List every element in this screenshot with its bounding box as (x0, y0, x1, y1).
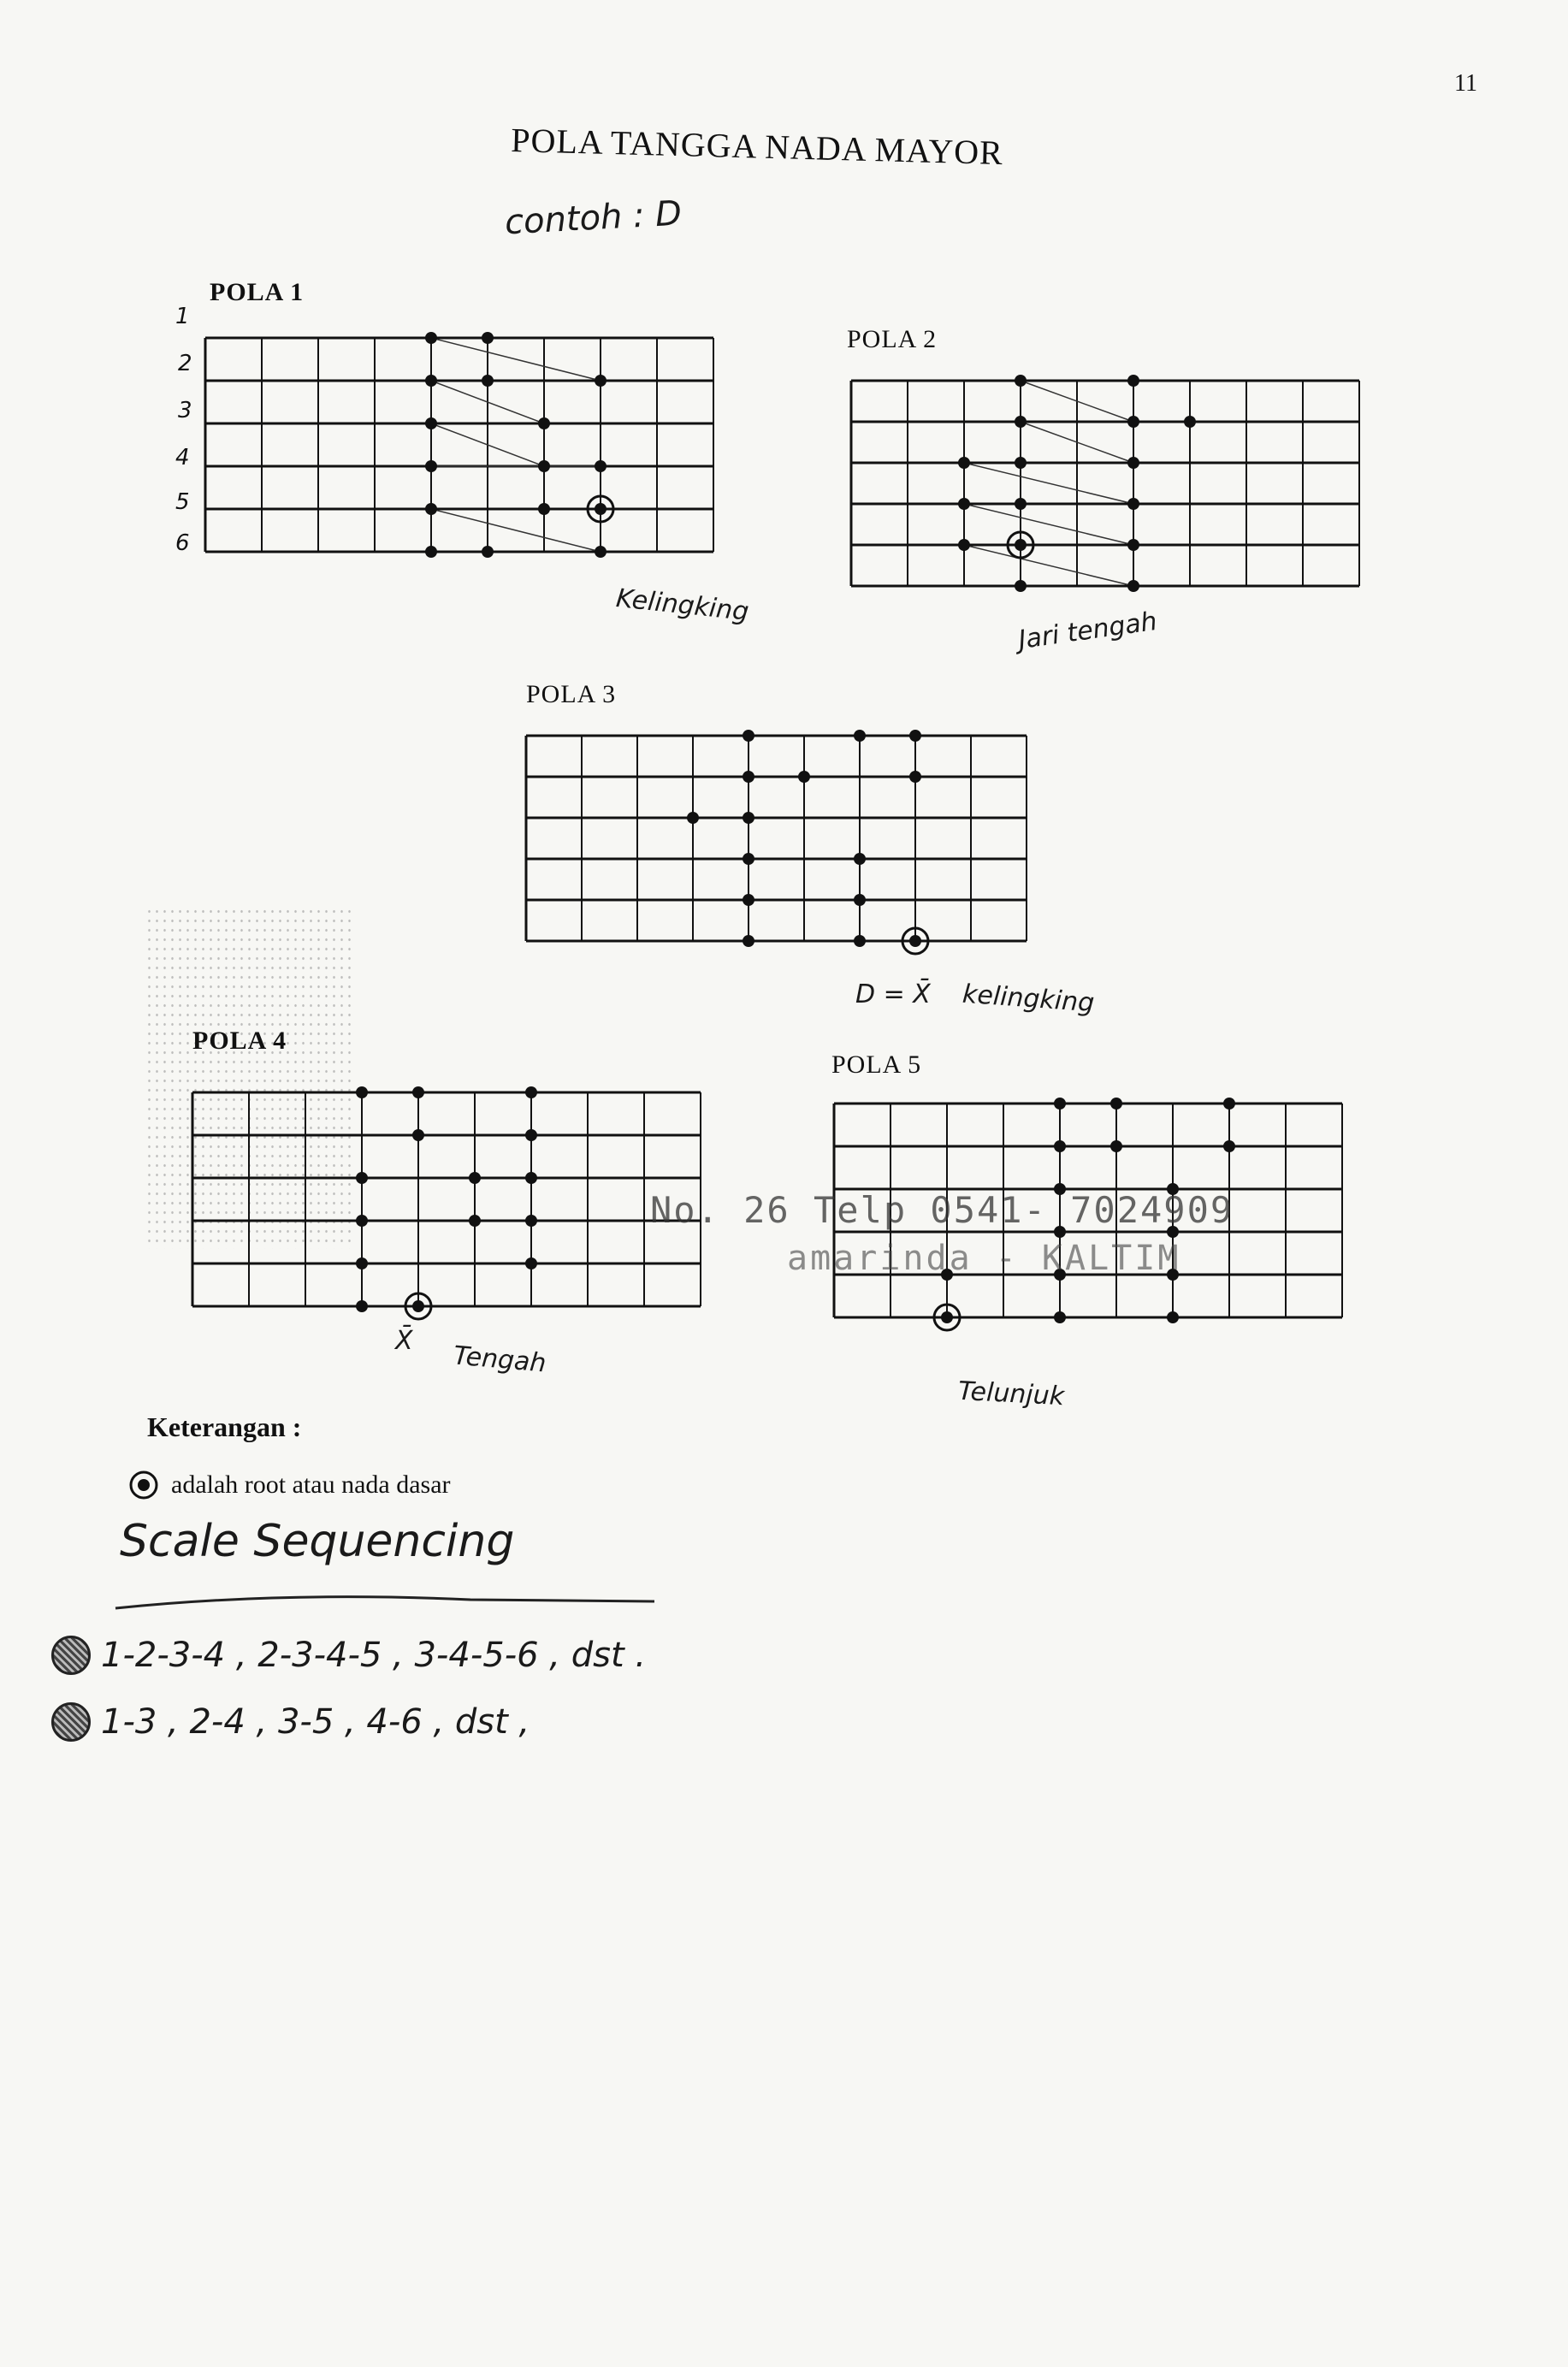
pattern-2-annotation: Jari tengah (1016, 606, 1159, 656)
note-dot-icon (525, 1086, 537, 1098)
note-dot-icon (1223, 1098, 1235, 1110)
root-dot-icon (412, 1300, 424, 1312)
note-dot-icon (958, 539, 970, 551)
note-dot-icon (1015, 375, 1027, 387)
note-dot-icon (595, 375, 606, 387)
note-dot-icon (798, 771, 810, 783)
note-dot-icon (425, 503, 437, 515)
note-dot-icon (356, 1086, 368, 1098)
note-dot-icon (1015, 580, 1027, 592)
note-dot-icon (854, 730, 866, 742)
note-dot-icon (1015, 498, 1027, 510)
legend-row (128, 1470, 451, 1500)
sequence-mark-icon (51, 1702, 91, 1742)
string-number-2: 2 (178, 351, 192, 376)
note-dot-icon (538, 460, 550, 472)
note-dot-icon (538, 417, 550, 429)
string-number-6: 6 (175, 530, 190, 556)
scale-sequence-line-1 (51, 1636, 646, 1675)
note-dot-icon (356, 1257, 368, 1269)
note-dot-icon (482, 546, 494, 558)
note-dot-icon (1127, 539, 1139, 551)
note-dot-icon (687, 812, 699, 824)
handwritten-path-line (964, 463, 1133, 504)
note-dot-icon (482, 332, 494, 344)
root-circle-icon (128, 1470, 159, 1500)
scale-sequence-line-2 (51, 1702, 530, 1742)
note-dot-icon (425, 546, 437, 558)
note-dot-icon (482, 375, 494, 387)
page-number: 11 (1454, 70, 1477, 97)
note-dot-icon (538, 503, 550, 515)
note-dot-icon (525, 1257, 537, 1269)
example-note: contoh : D (503, 193, 683, 243)
legend-item-text: adalah root atau nada dasar (171, 1470, 451, 1499)
note-dot-icon (425, 332, 437, 344)
pattern-4-fretboard (184, 1080, 697, 1311)
handwritten-path-line (431, 509, 601, 552)
pattern-2-label: POLA 2 (847, 325, 938, 353)
pattern-5-annotation: Telunjuk (957, 1376, 1066, 1412)
legend-title: Keterangan : (147, 1411, 302, 1442)
note-dot-icon (1127, 375, 1139, 387)
note-dot-icon (469, 1172, 481, 1184)
note-dot-icon (356, 1172, 368, 1184)
note-dot-icon (854, 853, 866, 865)
string-number-1: 1 (175, 304, 190, 329)
note-dot-icon (425, 460, 437, 472)
note-dot-icon (1054, 1140, 1066, 1152)
handwritten-path-line (964, 504, 1133, 545)
note-dot-icon (525, 1215, 537, 1227)
note-dot-icon (743, 812, 754, 824)
handwritten-path-line (431, 338, 601, 381)
scale-sequence-line-2-text: 1-3 , 2-4 , 3-5 , 4-6 , dst , (101, 1702, 530, 1742)
note-dot-icon (425, 417, 437, 429)
note-dot-icon (1110, 1140, 1122, 1152)
note-dot-icon (1167, 1311, 1179, 1323)
note-dot-icon (1127, 498, 1139, 510)
note-dot-icon (412, 1086, 424, 1098)
note-dot-icon (595, 460, 606, 472)
note-dot-icon (595, 546, 606, 558)
note-dot-icon (909, 730, 921, 742)
root-dot-icon (595, 503, 606, 515)
note-dot-icon (425, 375, 437, 387)
note-dot-icon (356, 1300, 368, 1312)
note-dot-icon (1054, 1098, 1066, 1110)
note-dot-icon (909, 771, 921, 783)
pattern-5-label: POLA 5 (831, 1050, 922, 1079)
handwritten-path-line (964, 545, 1133, 586)
pattern-3-root-annotation: D = X̄ (855, 979, 931, 1009)
note-dot-icon (412, 1129, 424, 1141)
note-dot-icon (743, 853, 754, 865)
note-dot-icon (1127, 580, 1139, 592)
note-dot-icon (958, 457, 970, 469)
note-dot-icon (854, 935, 866, 947)
pattern-1-annotation: Kelingking (614, 583, 750, 628)
pattern-4-label: POLA 4 (192, 1027, 287, 1055)
address-stamp-line-2: amarinda - KALTIM (787, 1239, 1181, 1278)
note-dot-icon (469, 1215, 481, 1227)
string-number-5: 5 (175, 489, 190, 515)
pattern-2-fretboard (843, 368, 1364, 590)
address-stamp-line-1: No. 26 Telp 0541- 7024909 (650, 1189, 1234, 1231)
pattern-4-root-annotation: X̄ (395, 1326, 413, 1356)
note-dot-icon (854, 894, 866, 906)
note-dot-icon (743, 730, 754, 742)
pattern-3-label: POLA 3 (526, 680, 617, 708)
scale-sequence-line-1-text: 1-2-3-4 , 2-3-4-5 , 3-4-5-6 , dst . (101, 1636, 647, 1675)
note-dot-icon (1054, 1311, 1066, 1323)
pattern-1-label: POLA 1 (210, 278, 305, 306)
note-dot-icon (958, 498, 970, 510)
note-dot-icon (1015, 416, 1027, 428)
pattern-1-fretboard (197, 325, 719, 565)
root-dot-icon (909, 935, 921, 947)
note-dot-icon (525, 1129, 537, 1141)
note-dot-icon (1127, 416, 1139, 428)
handwritten-underline (111, 1583, 659, 1617)
string-number-4: 4 (175, 445, 190, 470)
pattern-4-annotation: Tengah (452, 1340, 547, 1379)
page-title: POLA TANGGA NADA MAYOR (510, 120, 1004, 173)
note-dot-icon (1110, 1098, 1122, 1110)
sequence-mark-icon (51, 1636, 91, 1675)
note-dot-icon (743, 935, 754, 947)
pattern-3-fretboard (518, 723, 1022, 954)
pattern-3-annotation: kelingking (961, 979, 1096, 1019)
note-dot-icon (743, 771, 754, 783)
root-dot-icon (1015, 539, 1027, 551)
note-dot-icon (1184, 416, 1196, 428)
note-dot-icon (1127, 457, 1139, 469)
note-dot-icon (1015, 457, 1027, 469)
note-dot-icon (356, 1215, 368, 1227)
note-dot-icon (525, 1172, 537, 1184)
note-dot-icon (743, 894, 754, 906)
string-number-3: 3 (178, 398, 192, 423)
note-dot-icon (1223, 1140, 1235, 1152)
root-dot-icon (941, 1311, 953, 1323)
scale-sequence-title: Scale Sequencing (120, 1516, 515, 1567)
